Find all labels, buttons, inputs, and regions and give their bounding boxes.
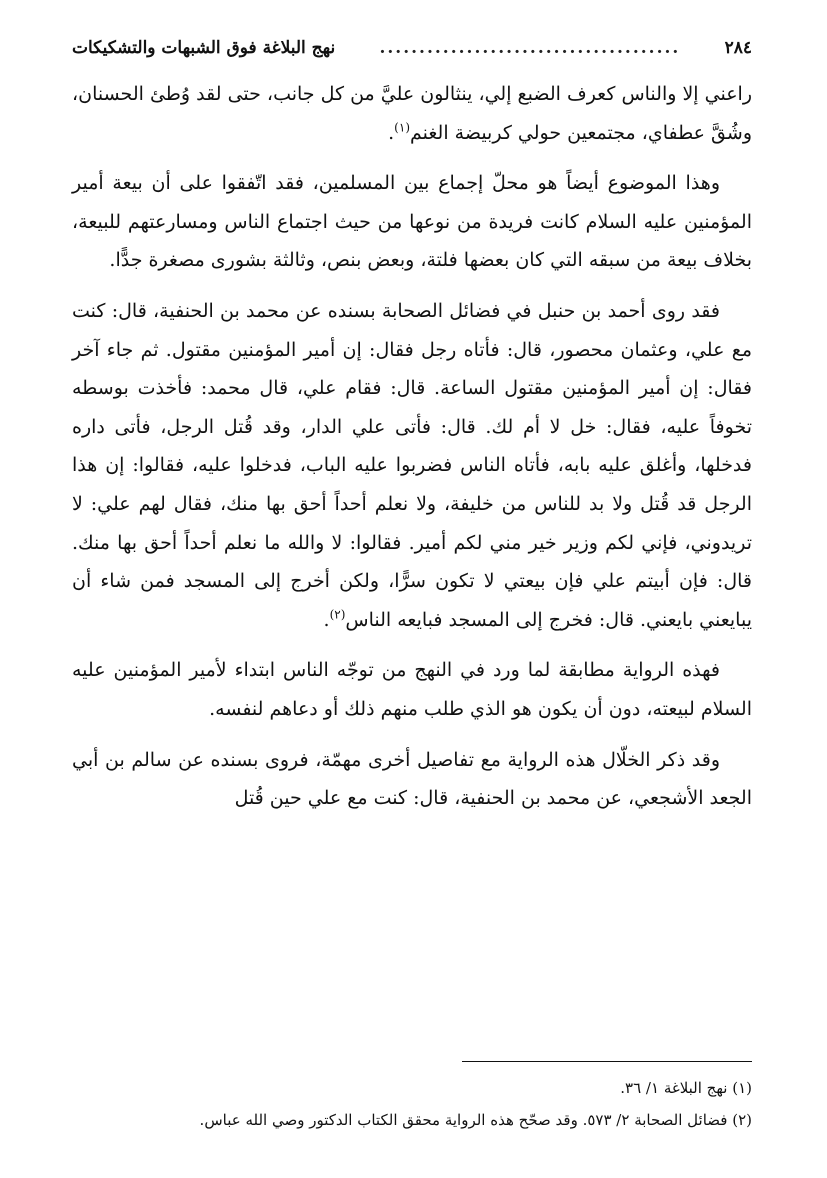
page-number: ٢٨٤ (724, 38, 752, 58)
document-page (72, 28, 752, 1148)
paragraph: فقد روى أحمد بن حنبل في فضائل الصحابة بسنده عن محمد بن الحنفية، قال: كنت مع علي، وعثمان محصور، قال: فأتاه رجل فقال: إن أمير المؤمنين مقتول. ثم جاء آخر فقال: إن أمير المؤمنين مقتول الساعة. قال: فقام علي، قال محمد: فأخذت بوسطه تخوفاً عليه، فقال: خل لا أم لك. قال: فأتى علي الدار، وقد قُتل الرجل، فأتى داره فدخلها، وأغلق عليه بابه، فأتاه الناس فضربوا عليه الباب، فدخلوا عليه، فقالوا: إن هذا الرجل قد قُتل ولا بد للناس من خليفة، ولا نعلم أحداً أحق بها منك، فقال لهم علي: لا تريدوني، فإني لكم وزير خير مني لكم أمير. فقالوا: لا والله ما نعلم أحداً أحق بها منك. قال: فإن أبيتم علي فإن بيعتي لا تكون سرًّا، ولكن أخرج إلى المسجد فمن شاء أن يبايعني بايعني. قال: فخرج إلى المسجد فبايعه الناس$^{(٢)}$. (72, 299, 752, 631)
header-leader-dots: ...................................... (379, 38, 681, 58)
footnote-separator (462, 1061, 752, 1062)
footnote-ref: (٢) (329, 607, 346, 622)
footnotes (72, 1072, 752, 1136)
paragraph: وقد ذكر الخلّال هذه الرواية مع تفاصيل أخرى مهمّة، فروى بسنده عن سالم بن أبي الجعد الأشجعي، عن محمد بن الحنفية، قال: كنت مع علي حين قُتل (72, 748, 752, 810)
footnote-ref: (١) (394, 120, 410, 135)
paragraph: فهذه الرواية مطابقة لما ورد في النهج من توجّه الناس ابتداء لأمير المؤمنين عليه السلام لبيعته، دون أن يكون هو الذي طلب منهم ذلك أو دعاهم لنفسه. (72, 659, 752, 720)
footnote-item: (١) نهج البلاغة ١/ ٣٦. (620, 1079, 752, 1097)
paragraph: وهذا الموضوع أيضاً هو محلّ إجماع بين المسلمين، فقد اتّفقوا على أن بيعة أمير المؤمنين عليه السلام كانت فريدة من نوعها من حيث اجتماع الناس ومسارعتهم للبيعة، بخلاف بيعة من سبقه التي كان بعضها فلتة، وبعض بنص، وثالثة بشورى مصغرة جدًّا. (72, 172, 752, 272)
footnote-item: (٢) فضائل الصحابة ٢/ ٥٧٣. وقد صحّح هذه الرواية محقق الكتاب الدكتور وصي الله عباس. (199, 1111, 752, 1129)
paragraph: راعني إلا والناس كعرف الضبع إلي، ينثالون عليَّ من كل جانب، حتى لقد وُطئ الحسنان، وشُقَّ عطفاي، مجتمعين حولي كربيضة الغنم$^{(١)}$. (72, 83, 752, 144)
running-title: نهج البلاغة فوق الشبهات والتشكيكات (72, 38, 336, 58)
body-text (72, 75, 752, 818)
page-header (72, 28, 752, 59)
